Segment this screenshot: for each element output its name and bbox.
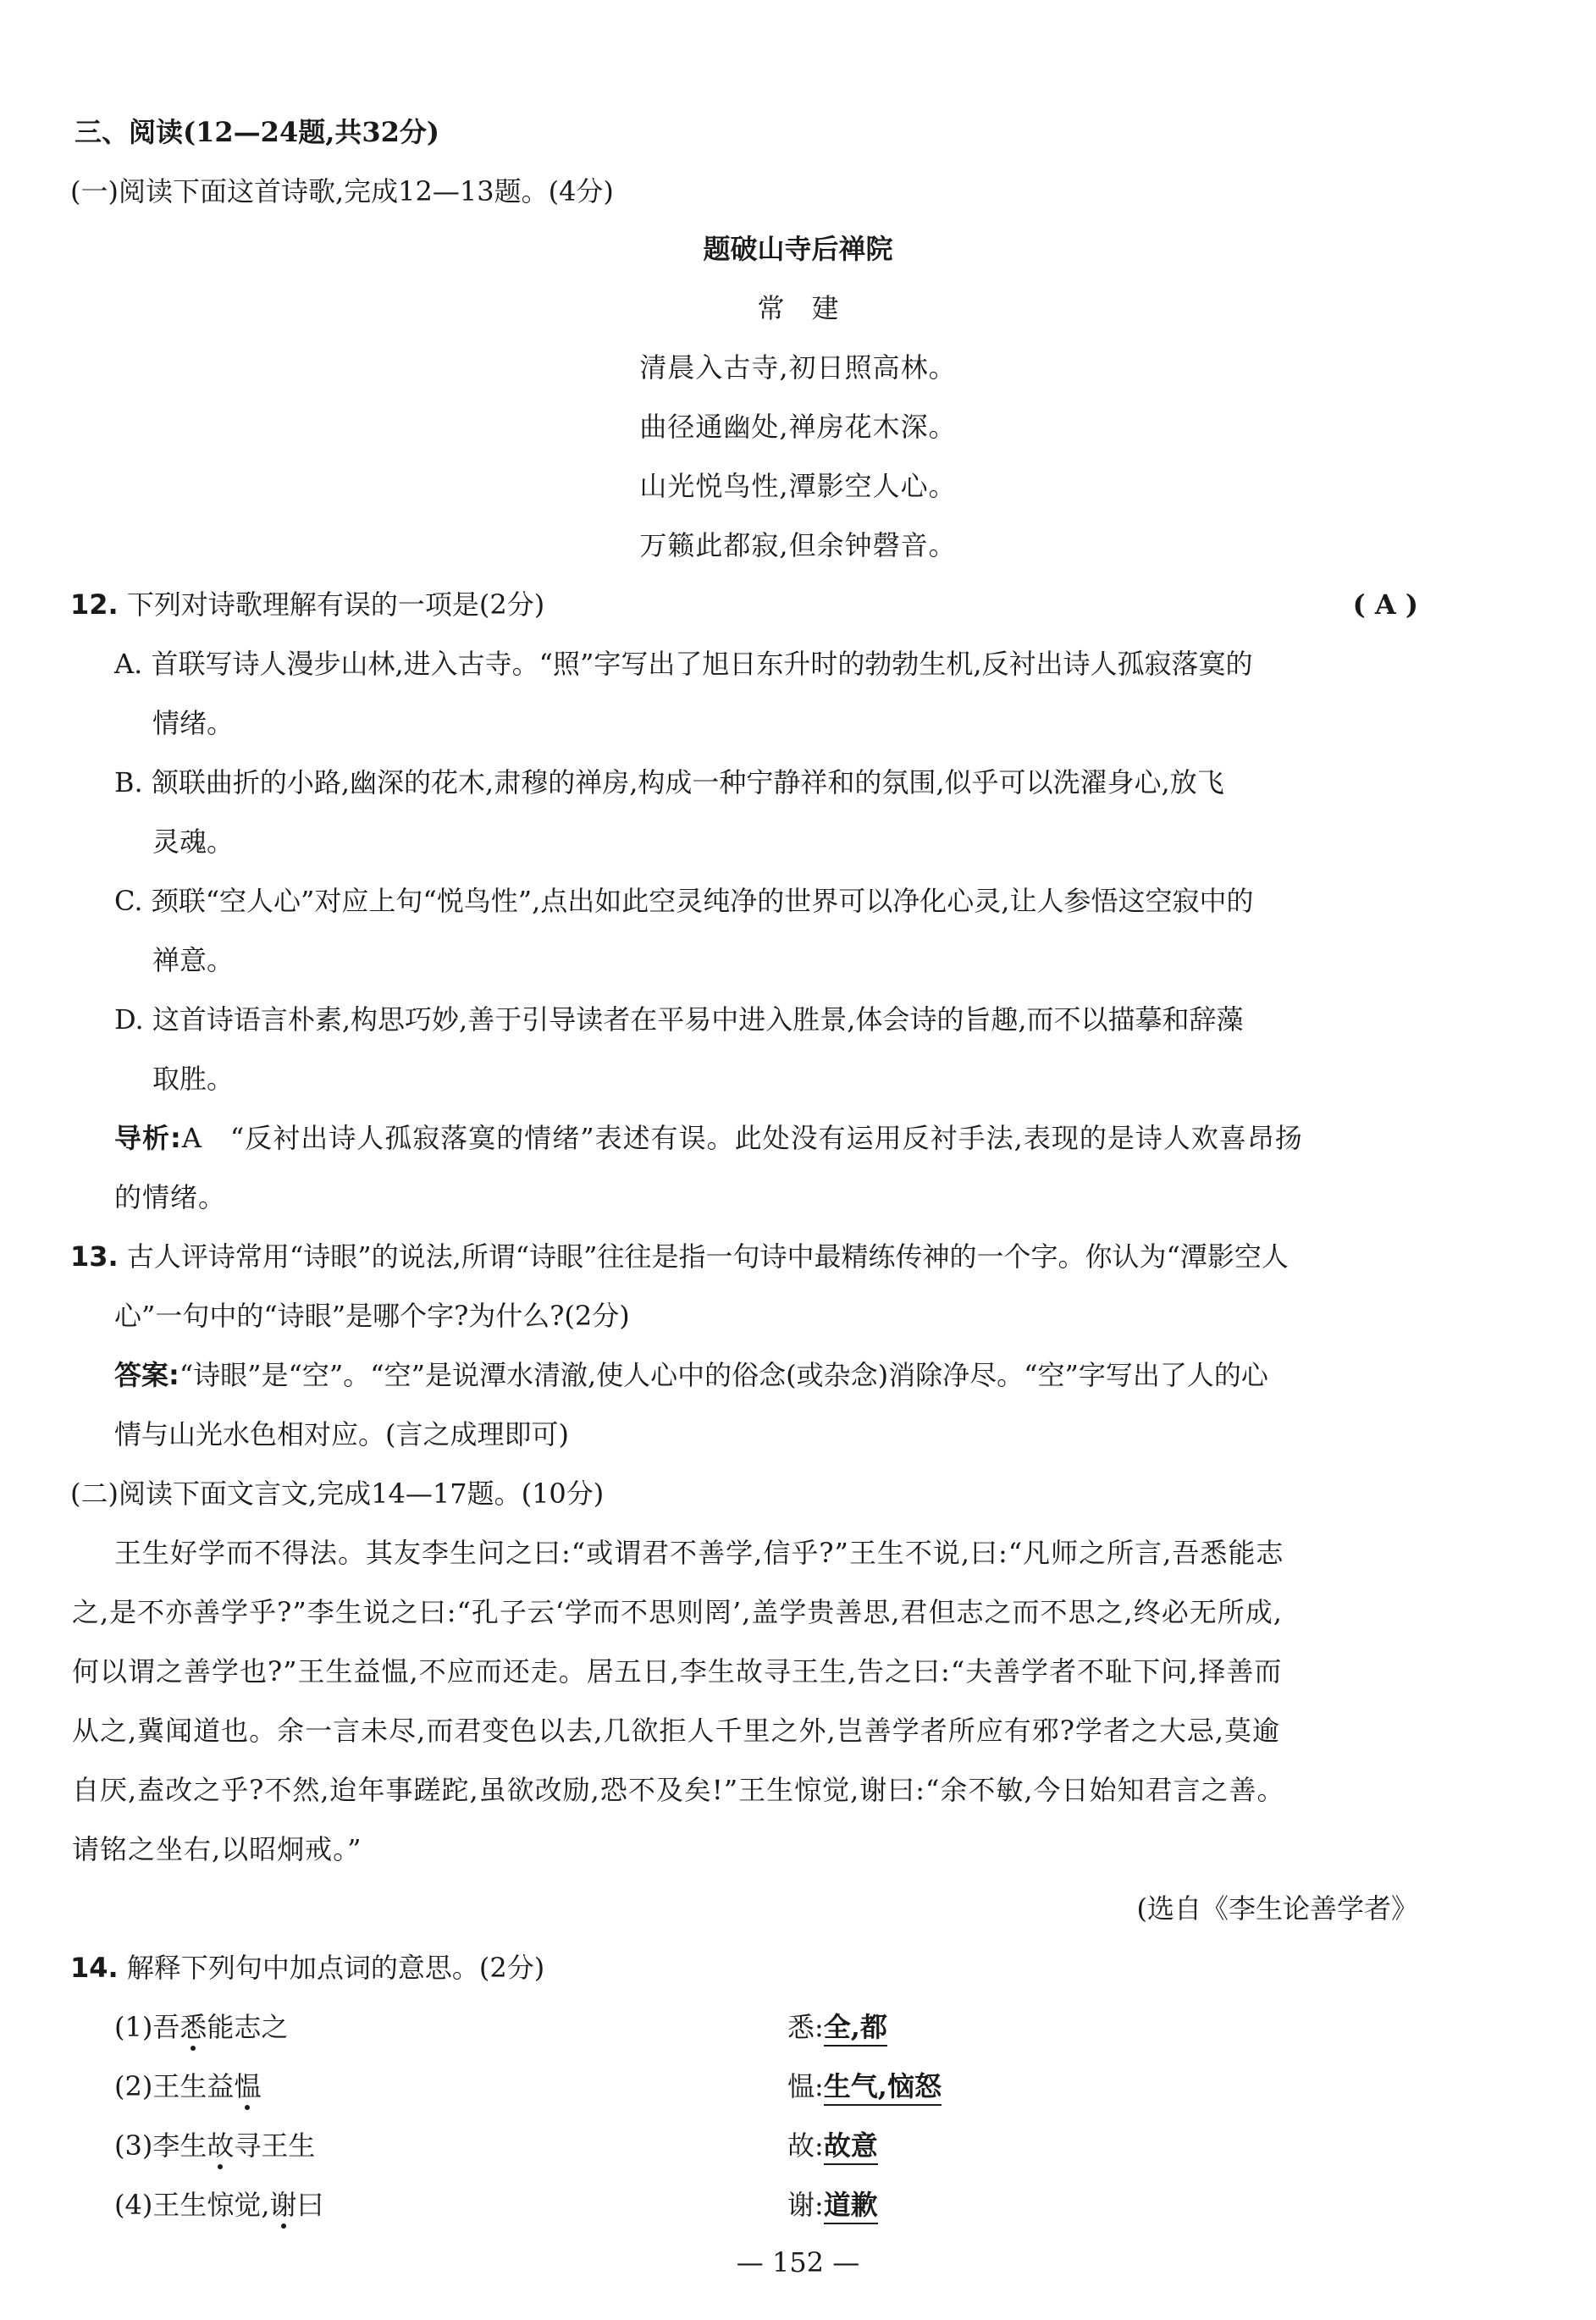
item-text: 能志之 [207, 2011, 289, 2043]
dotted-word: 愠 [234, 2070, 262, 2102]
option-d-cont: 取胜。 [152, 1063, 235, 1095]
question-number: 12. [70, 588, 119, 621]
item-text: 曰 [296, 2189, 324, 2221]
question-13-cont: 心”一句中的“诗眼”是哪个字?为什么?(2分) [114, 1300, 630, 1332]
option-d: D. 这首诗语言朴素,构思巧妙,善于引导读者在平易中进入胜景,体会诗的旨趣,而不以描摹和辞藻 [114, 1003, 1244, 1036]
q14-answer [787, 2010, 887, 2044]
analysis-cont: 的情绪。 [114, 1181, 227, 1213]
item-text: (3)李生 [114, 2129, 207, 2162]
item-text: (4)王生惊觉, [114, 2189, 270, 2221]
q14-item [114, 2010, 288, 2044]
q14-answer [787, 2188, 878, 2222]
section-title: 三、阅读(12—24题,共32分) [75, 116, 440, 148]
q14-answer [787, 2069, 942, 2103]
q14-item [114, 2069, 261, 2103]
answer-text: 生气,恼怒 [824, 2070, 942, 2106]
item-text: (1)吾 [114, 2011, 180, 2043]
question-14 [70, 1951, 544, 1985]
answer-13-cont: 情与山光水色相对应。(言之成理即可) [114, 1418, 569, 1450]
poem-title: 题破山寺后禅院 [703, 233, 893, 265]
analysis-label: 导析: [114, 1122, 182, 1154]
answer-bracket: ( A ) [1352, 588, 1418, 621]
passage-line: 王生好学而不得法。其友李生问之曰:“或谓君不善学,信乎?”王生不说,曰:“凡师之所言,吾悉能志 [114, 1537, 1284, 1569]
answer-label: 答案: [114, 1359, 179, 1391]
answer-word: 故: [787, 2129, 824, 2162]
passage-line: 之,是不亦善学乎?”李生说之曰:“孔子云‘学而不思则罔’,盖学贵善思,君但志之而不思之,终必无所成, [72, 1596, 1283, 1628]
poem-author: 常 建 [757, 292, 839, 324]
answer-word: 谢: [787, 2189, 824, 2221]
answer-word: 愠: [787, 2070, 824, 2102]
q14-item [114, 2188, 324, 2222]
part2-intro: (二)阅读下面文言文,完成14—17题。(10分) [70, 1478, 605, 1510]
analysis-text: A “反衬出诗人孤寂落寞的情绪”表述有误。此处没有运用反衬手法,表现的是诗人欢喜昂扬 [181, 1122, 1303, 1154]
question-number: 13. [70, 1240, 119, 1273]
answer-text: 故意 [824, 2129, 878, 2165]
page-number: — 152 — [736, 2246, 860, 2279]
answer-text: 全,都 [824, 2011, 887, 2047]
passage-line: 请铭之坐右,以昭炯戒。” [72, 1833, 362, 1865]
option-a-cont: 情绪。 [152, 707, 235, 739]
item-text: 寻王生 [234, 2129, 316, 2162]
answer-text: 道歉 [824, 2189, 878, 2224]
answer-13 [114, 1358, 1268, 1392]
question-13 [70, 1240, 1289, 1273]
analysis [114, 1121, 1303, 1155]
option-c: C. 颈联“空人心”对应上句“悦鸟性”,点出如此空灵纯净的世界可以净化心灵,让人参悟这空寂中的 [114, 885, 1254, 917]
passage-source: (选自《李生论善学者》 [1136, 1892, 1418, 1925]
question-stem: 解释下列句中加点词的意思。(2分) [126, 1952, 545, 1984]
passage-line: 自厌,盍改之乎?不然,迨年事蹉跎,虽欲改励,恐不及矣!”王生惊觉,谢曰:“余不敏,今日始知君言之善。 [72, 1774, 1285, 1806]
option-a: A. 首联写诗人漫步山林,进入古寺。“照”字写出了旭日东升时的勃勃生机,反衬出诗人孤寂落寞的 [114, 648, 1253, 680]
option-b-cont: 灵魂。 [152, 826, 235, 858]
q14-item [114, 2129, 315, 2163]
passage-line: 何以谓之善学也?”王生益愠,不应而还走。居五日,李生故寻王生,告之曰:“夫善学者不耻下问,择善而 [72, 1655, 1283, 1688]
question-number: 14. [70, 1952, 119, 1984]
q14-answer [787, 2129, 878, 2163]
option-c-cont: 禅意。 [152, 944, 235, 976]
question-stem: 古人评诗常用“诗眼”的说法,所谓“诗眼”往往是指一句诗中最精练传神的一个字。你认为“潭影空人 [126, 1240, 1289, 1273]
poem-line: 清晨入古寺,初日照高林。 [639, 351, 957, 384]
option-b: B. 颔联曲折的小路,幽深的花木,肃穆的禅房,构成一种宁静祥和的氛围,似乎可以洗濯身心,放飞 [114, 766, 1224, 798]
dotted-word: 悉 [179, 2011, 207, 2043]
part1-intro: (一)阅读下面这首诗歌,完成12—13题。(4分) [70, 175, 614, 207]
answer-word: 悉: [787, 2011, 824, 2043]
poem-line: 万籁此都寂,但余钟磬音。 [639, 529, 957, 561]
question-12 [70, 588, 544, 621]
item-text: (2)王生益 [114, 2070, 235, 2102]
question-stem: 下列对诗歌理解有误的一项是(2分) [126, 588, 545, 621]
dotted-word: 故 [207, 2129, 235, 2162]
passage-line: 从之,冀闻道也。余一言未尽,而君变色以去,几欲拒人千里之外,岂善学者所应有邪?学者之大忌,莫逾 [72, 1715, 1281, 1747]
dotted-word: 谢 [269, 2189, 297, 2221]
poem-line: 曲径通幽处,禅房花木深。 [639, 411, 957, 443]
poem-line: 山光悦鸟性,潭影空人心。 [639, 470, 957, 502]
answer-text: “诗眼”是“空”。“空”是说潭水清澈,使人心中的俗念(或杂念)消除净尽。“空”字写出了人的心 [179, 1359, 1268, 1391]
